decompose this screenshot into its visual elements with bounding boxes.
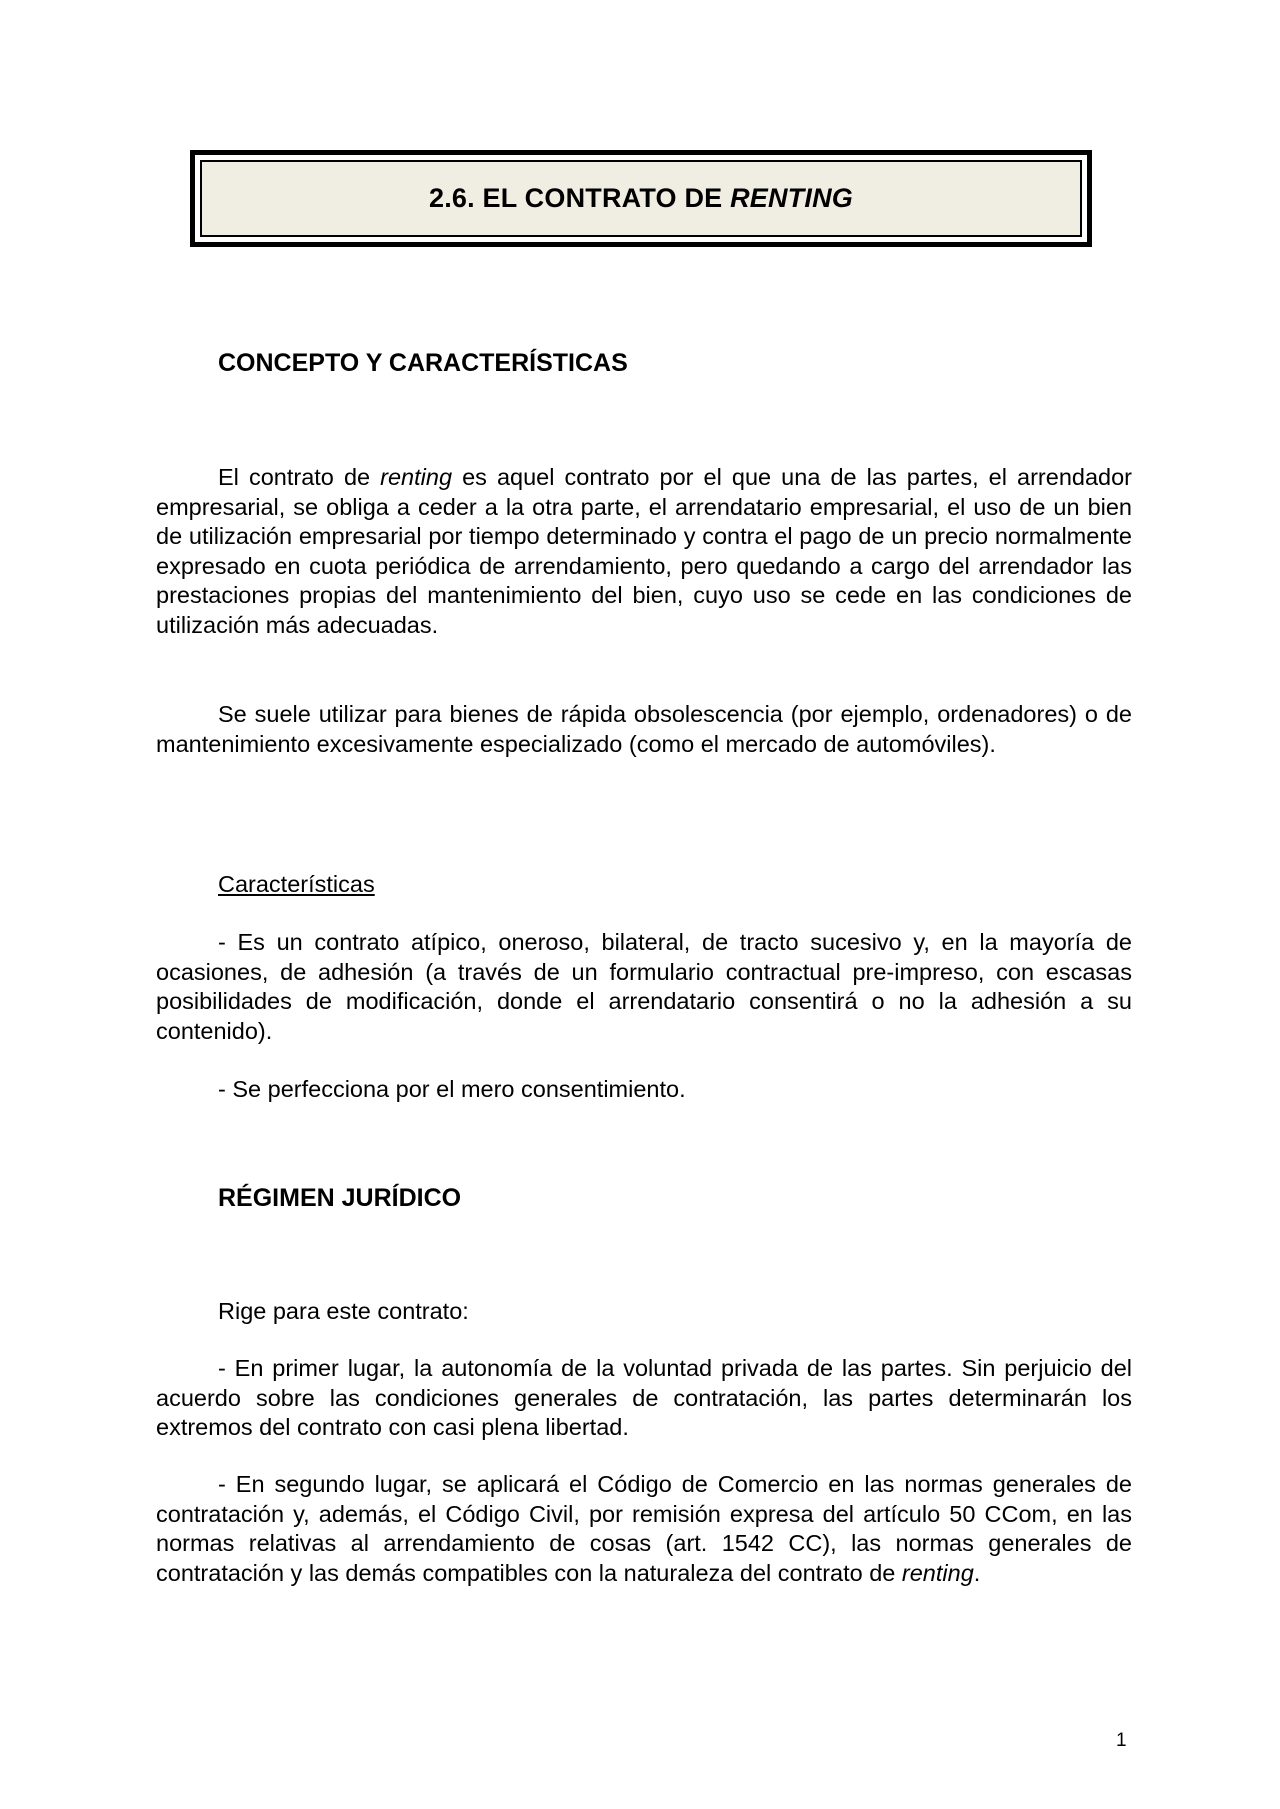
paragraph-autonomia: - En primer lugar, la autonomía de la voluntad privada de las partes. Sin perjuicio del acuerdo sobre las condiciones generales de contratación, las partes determinarán los extremos del contrato con casi plena libertad.	[156, 1355, 1132, 1441]
paragraph-codigo-text-c: .	[973, 1559, 981, 1586]
paragraph-usage: Se suele utilizar para bienes de rápida obsolescencia (por ejemplo, ordenadores) o de mantenimiento excesivamente especializado (como el mercado de automóviles).	[156, 701, 1132, 757]
paragraph-codigo	[156, 1470, 1132, 1588]
paragraph-codigo-text-a: - En segundo lugar, se aplicará el Código de Comercio en las normas generales de contratación y, además, el Código Civil, por remisión expresa del artículo 50 CCom, en las normas relativas al arrendamiento de cosas (art. 1542 CC), las normas generales de contratación y las demás compatibles con la naturaleza del contrato de	[156, 1471, 1132, 1586]
page-number: 1	[1116, 1730, 1127, 1751]
paragraph-perfection: - Se perfecciona por el mero consentimiento.	[218, 1076, 686, 1102]
page-title	[429, 183, 853, 214]
subheading-caracteristicas: Características	[218, 871, 375, 897]
paragraph-definition	[156, 463, 1132, 641]
title-box	[190, 150, 1092, 247]
title-italic: RENTING	[730, 183, 853, 213]
paragraph-definition-italic: renting	[380, 464, 453, 490]
title-box-inner	[200, 160, 1082, 237]
paragraph-characteristics: - Es un contrato atípico, oneroso, bilateral, de tracto sucesivo y, en la mayoría de ocasiones, de adhesión (a través de un formulario contractual pre-impreso, con escasas posibilidades de modificación, donde el arrendatario consentirá o no la adhesión a su contenido).	[156, 929, 1132, 1044]
paragraph-codigo-italic: renting	[901, 1559, 974, 1586]
heading-concepto: CONCEPTO Y CARACTERÍSTICAS	[218, 349, 628, 377]
title-prefix: 2.6. EL CONTRATO DE	[429, 183, 731, 213]
paragraph-rige: Rige para este contrato:	[218, 1298, 469, 1324]
paragraph-definition-text-c: es aquel contrato por el que una de las partes, el arrendador empresarial, se obliga a ceder a la otra parte, el arrendatario empresarial, el uso de un bien de utilización empresarial por tiempo determinado y contra el pago de un precio normalmente expresado en cuota periódica de arrendamiento, pero quedando a cargo del arrendador las prestaciones propias del mantenimiento del bien, cuyo uso se cede en las condiciones de utilización más adecuadas.	[156, 464, 1132, 638]
paragraph-definition-text-a: El contrato de	[218, 464, 381, 490]
heading-regimen: RÉGIMEN JURÍDICO	[218, 1184, 462, 1212]
